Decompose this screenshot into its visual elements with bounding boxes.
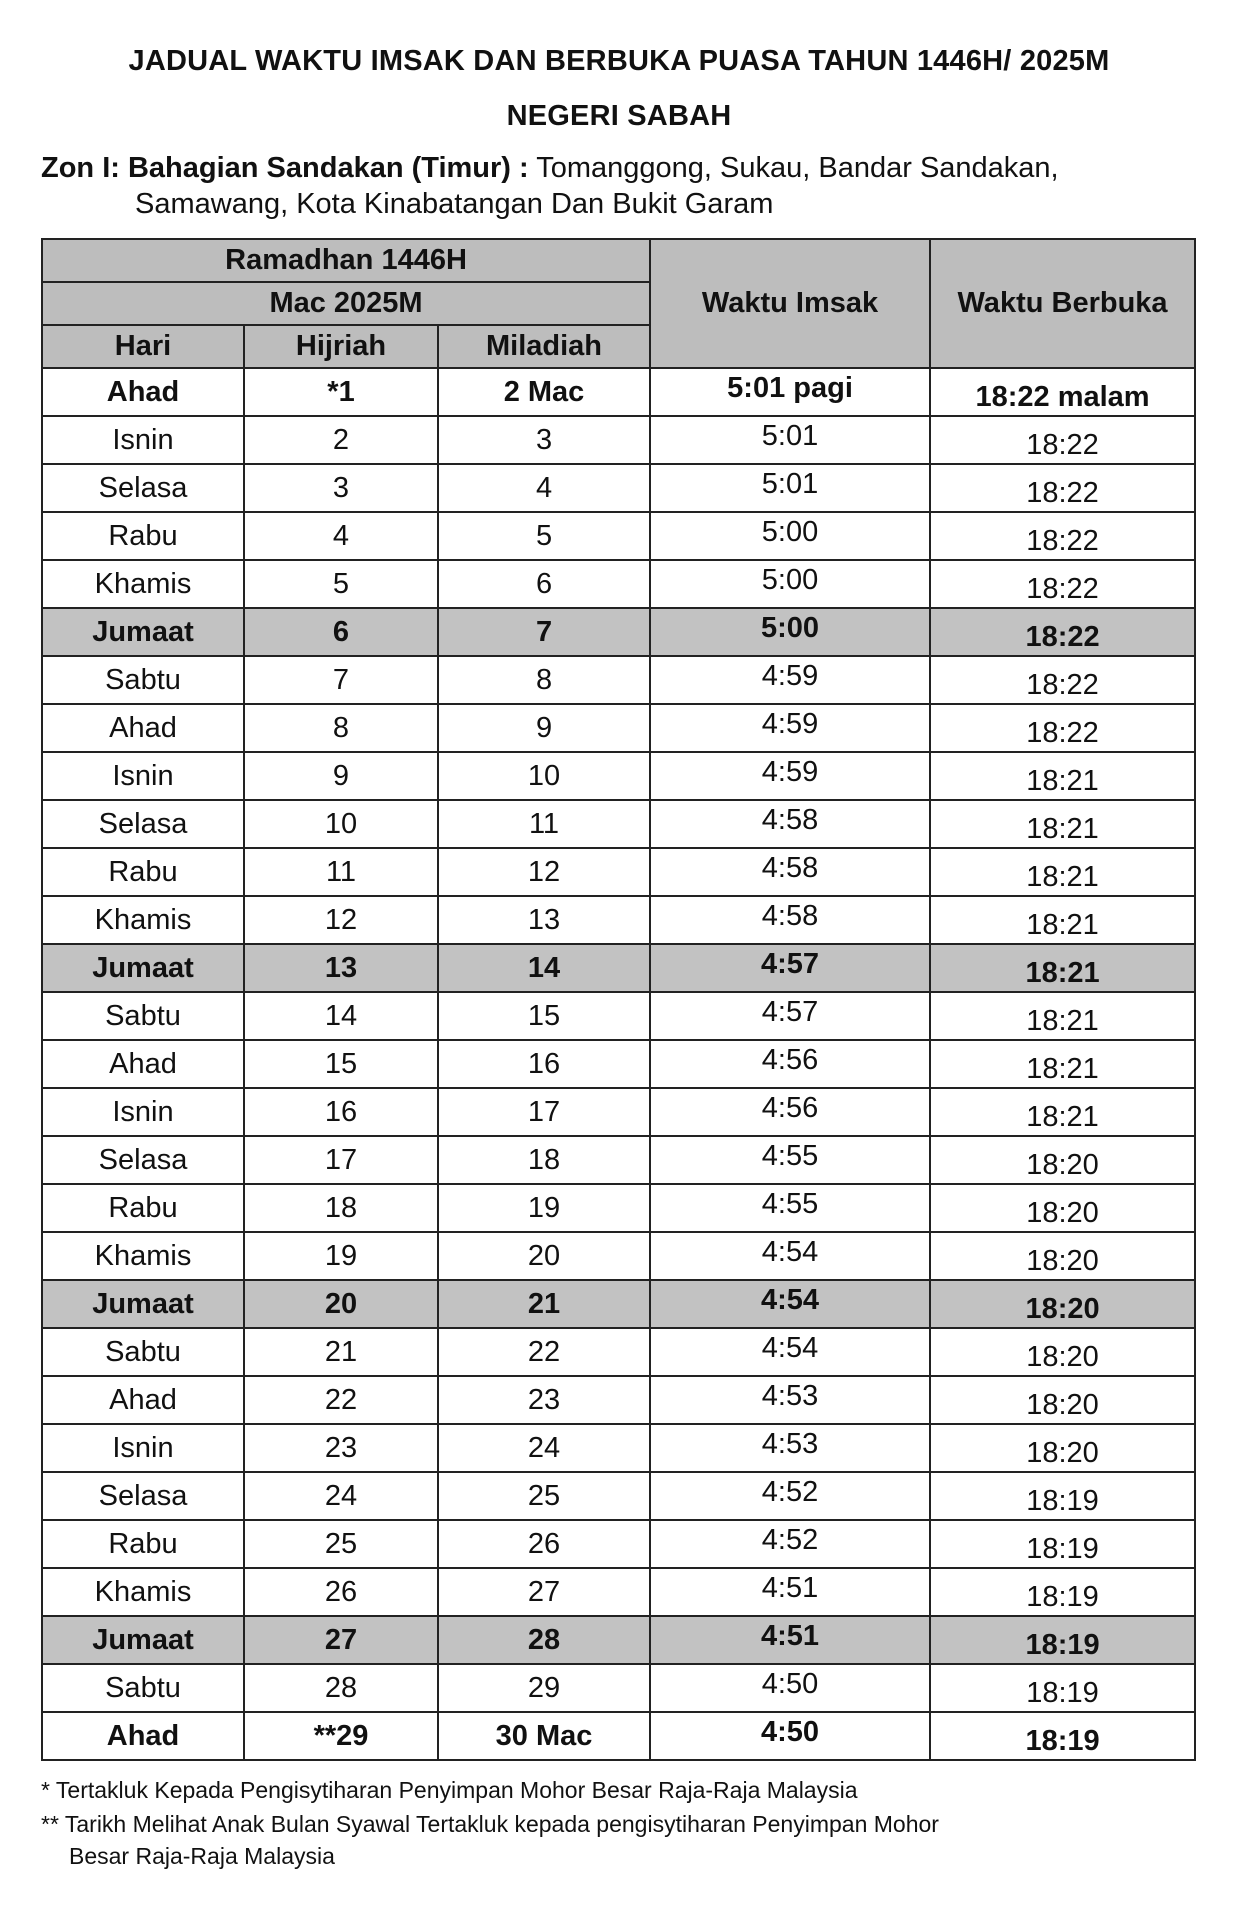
table-row xyxy=(42,1664,1195,1712)
cell-berbuka: 18:19 xyxy=(930,1520,1195,1568)
cell-miladiah: 11 xyxy=(438,800,650,848)
cell-berbuka: 18:22 xyxy=(930,464,1195,512)
cell-hijriah: 20 xyxy=(244,1280,438,1328)
document-subtitle: NEGERI SABAH xyxy=(506,100,732,132)
cell-berbuka: 18:19 xyxy=(930,1712,1195,1760)
cell-hijriah: 8 xyxy=(244,704,438,752)
table-row xyxy=(42,992,1195,1040)
table-row xyxy=(42,1616,1195,1664)
cell-hijriah: 5 xyxy=(244,560,438,608)
cell-berbuka: 18:21 xyxy=(930,848,1195,896)
header-hari: Hari xyxy=(42,325,244,368)
cell-miladiah: 19 xyxy=(438,1184,650,1232)
table-row xyxy=(42,944,1195,992)
cell-berbuka: 18:19 xyxy=(930,1472,1195,1520)
cell-hari: Sabtu xyxy=(42,1664,244,1712)
cell-hari: Ahad xyxy=(42,1376,244,1424)
table-row xyxy=(42,1712,1195,1760)
cell-imsak: 4:51 xyxy=(650,1568,930,1616)
cell-miladiah: 18 xyxy=(438,1136,650,1184)
zone-description xyxy=(41,150,1201,222)
cell-hijriah: 3 xyxy=(244,464,438,512)
table-row xyxy=(42,656,1195,704)
cell-imsak: 4:52 xyxy=(650,1472,930,1520)
table-row xyxy=(42,1376,1195,1424)
cell-berbuka: 18:20 xyxy=(930,1424,1195,1472)
cell-miladiah: 17 xyxy=(438,1088,650,1136)
cell-berbuka: 18:21 xyxy=(930,1040,1195,1088)
zone-areas-line2: Samawang, Kota Kinabatangan Dan Bukit Garam xyxy=(135,188,774,220)
cell-berbuka: 18:22 xyxy=(930,512,1195,560)
cell-hari: Selasa xyxy=(42,464,244,512)
cell-berbuka: 18:20 xyxy=(930,1328,1195,1376)
cell-miladiah: 5 xyxy=(438,512,650,560)
cell-berbuka: 18:21 xyxy=(930,896,1195,944)
cell-hijriah: 12 xyxy=(244,896,438,944)
header-mac: Mac 2025M xyxy=(42,282,650,325)
table-row xyxy=(42,896,1195,944)
table-row xyxy=(42,368,1195,416)
cell-miladiah: 13 xyxy=(438,896,650,944)
cell-imsak: 4:50 xyxy=(650,1712,930,1760)
cell-berbuka: 18:21 xyxy=(930,992,1195,1040)
document-title: JADUAL WAKTU IMSAK DAN BERBUKA PUASA TAHUN 1446H/ 2025M xyxy=(128,45,1110,77)
cell-hari: Isnin xyxy=(42,1088,244,1136)
cell-berbuka: 18:20 xyxy=(930,1184,1195,1232)
cell-imsak: 4:56 xyxy=(650,1088,930,1136)
cell-miladiah: 2 Mac xyxy=(438,368,650,416)
cell-berbuka: 18:19 xyxy=(930,1568,1195,1616)
cell-berbuka: 18:22 malam xyxy=(930,368,1195,416)
cell-hijriah: 25 xyxy=(244,1520,438,1568)
table-row xyxy=(42,1184,1195,1232)
cell-hari: Isnin xyxy=(42,752,244,800)
cell-imsak: 4:56 xyxy=(650,1040,930,1088)
cell-hijriah: 7 xyxy=(244,656,438,704)
table-row xyxy=(42,1136,1195,1184)
cell-miladiah: 23 xyxy=(438,1376,650,1424)
cell-imsak: 4:53 xyxy=(650,1376,930,1424)
cell-miladiah: 12 xyxy=(438,848,650,896)
cell-imsak: 4:54 xyxy=(650,1232,930,1280)
cell-hijriah: **29 xyxy=(244,1712,438,1760)
cell-hari: Jumaat xyxy=(42,1616,244,1664)
cell-hijriah: 19 xyxy=(244,1232,438,1280)
cell-miladiah: 14 xyxy=(438,944,650,992)
cell-berbuka: 18:20 xyxy=(930,1232,1195,1280)
cell-hari: Ahad xyxy=(42,368,244,416)
cell-berbuka: 18:19 xyxy=(930,1664,1195,1712)
cell-imsak: 4:58 xyxy=(650,800,930,848)
footnote-1: * Tertakluk Kepada Pengisytiharan Penyimpan Mohor Besar Raja-Raja Malaysia xyxy=(41,1777,858,1803)
cell-hijriah: 23 xyxy=(244,1424,438,1472)
cell-miladiah: 15 xyxy=(438,992,650,1040)
cell-berbuka: 18:21 xyxy=(930,800,1195,848)
cell-imsak: 4:57 xyxy=(650,944,930,992)
table-row xyxy=(42,1328,1195,1376)
cell-hari: Isnin xyxy=(42,1424,244,1472)
cell-hijriah: 24 xyxy=(244,1472,438,1520)
cell-imsak: 4:54 xyxy=(650,1328,930,1376)
cell-imsak: 4:58 xyxy=(650,896,930,944)
table-row xyxy=(42,1520,1195,1568)
cell-imsak: 4:58 xyxy=(650,848,930,896)
cell-imsak: 5:00 xyxy=(650,608,930,656)
cell-hijriah: 6 xyxy=(244,608,438,656)
cell-imsak: 4:55 xyxy=(650,1136,930,1184)
cell-hijriah: 13 xyxy=(244,944,438,992)
cell-hari: Rabu xyxy=(42,1184,244,1232)
cell-berbuka: 18:22 xyxy=(930,608,1195,656)
cell-hijriah: 4 xyxy=(244,512,438,560)
cell-imsak: 4:50 xyxy=(650,1664,930,1712)
cell-hari: Sabtu xyxy=(42,992,244,1040)
table-row xyxy=(42,1088,1195,1136)
cell-berbuka: 18:21 xyxy=(930,944,1195,992)
cell-berbuka: 18:20 xyxy=(930,1280,1195,1328)
cell-hari: Jumaat xyxy=(42,1280,244,1328)
cell-miladiah: 30 Mac xyxy=(438,1712,650,1760)
cell-hijriah: 10 xyxy=(244,800,438,848)
cell-hijriah: 22 xyxy=(244,1376,438,1424)
cell-hijriah: 11 xyxy=(244,848,438,896)
cell-hari: Rabu xyxy=(42,1520,244,1568)
header-berbuka: Waktu Berbuka xyxy=(930,239,1195,368)
cell-imsak: 5:01 xyxy=(650,416,930,464)
cell-hari: Ahad xyxy=(42,1040,244,1088)
cell-imsak: 4:59 xyxy=(650,656,930,704)
cell-hari: Selasa xyxy=(42,1136,244,1184)
cell-hijriah: 16 xyxy=(244,1088,438,1136)
cell-hijriah: 27 xyxy=(244,1616,438,1664)
cell-hari: Rabu xyxy=(42,512,244,560)
cell-hijriah: 2 xyxy=(244,416,438,464)
cell-hari: Ahad xyxy=(42,704,244,752)
cell-imsak: 4:52 xyxy=(650,1520,930,1568)
cell-miladiah: 29 xyxy=(438,1664,650,1712)
footnote-2-line2: Besar Raja-Raja Malaysia xyxy=(69,1843,335,1869)
footnote-2-line1: ** Tarikh Melihat Anak Bulan Syawal Tertakluk kepada pengisytiharan Penyimpan Mohor xyxy=(41,1811,939,1837)
table-row xyxy=(42,848,1195,896)
cell-imsak: 4:54 xyxy=(650,1280,930,1328)
table-row xyxy=(42,1232,1195,1280)
table-row xyxy=(42,800,1195,848)
table-row xyxy=(42,512,1195,560)
cell-hari: Jumaat xyxy=(42,944,244,992)
cell-miladiah: 25 xyxy=(438,1472,650,1520)
cell-miladiah: 16 xyxy=(438,1040,650,1088)
cell-miladiah: 9 xyxy=(438,704,650,752)
zone-label: Zon I: Bahagian Sandakan (Timur) : xyxy=(41,152,529,184)
cell-hari: Jumaat xyxy=(42,608,244,656)
cell-hari: Sabtu xyxy=(42,1328,244,1376)
cell-imsak: 5:00 xyxy=(650,512,930,560)
table-row xyxy=(42,1280,1195,1328)
cell-hijriah: 15 xyxy=(244,1040,438,1088)
cell-imsak: 4:57 xyxy=(650,992,930,1040)
cell-hari: Selasa xyxy=(42,800,244,848)
cell-imsak: 5:01 pagi xyxy=(650,368,930,416)
cell-hari: Isnin xyxy=(42,416,244,464)
cell-miladiah: 21 xyxy=(438,1280,650,1328)
cell-miladiah: 10 xyxy=(438,752,650,800)
cell-miladiah: 8 xyxy=(438,656,650,704)
cell-hijriah: 18 xyxy=(244,1184,438,1232)
cell-hijriah: 21 xyxy=(244,1328,438,1376)
table-row xyxy=(42,752,1195,800)
cell-hari: Khamis xyxy=(42,560,244,608)
cell-berbuka: 18:21 xyxy=(930,752,1195,800)
table-row xyxy=(42,1040,1195,1088)
cell-berbuka: 18:20 xyxy=(930,1136,1195,1184)
cell-hijriah: 9 xyxy=(244,752,438,800)
timetable xyxy=(41,238,1196,1761)
header-miladiah: Miladiah xyxy=(438,325,650,368)
cell-berbuka: 18:22 xyxy=(930,704,1195,752)
cell-hari: Rabu xyxy=(42,848,244,896)
cell-miladiah: 22 xyxy=(438,1328,650,1376)
cell-imsak: 5:00 xyxy=(650,560,930,608)
table-row xyxy=(42,416,1195,464)
cell-hijriah: 17 xyxy=(244,1136,438,1184)
cell-berbuka: 18:22 xyxy=(930,416,1195,464)
cell-hijriah: 28 xyxy=(244,1664,438,1712)
cell-miladiah: 24 xyxy=(438,1424,650,1472)
cell-hari: Khamis xyxy=(42,1568,244,1616)
cell-miladiah: 27 xyxy=(438,1568,650,1616)
header-imsak: Waktu Imsak xyxy=(650,239,930,368)
cell-hari: Selasa xyxy=(42,1472,244,1520)
header-ramadhan: Ramadhan 1446H xyxy=(42,239,650,282)
cell-miladiah: 20 xyxy=(438,1232,650,1280)
table-row xyxy=(42,704,1195,752)
zone-areas-line1: Tomanggong, Sukau, Bandar Sandakan, xyxy=(536,152,1059,184)
cell-hari: Sabtu xyxy=(42,656,244,704)
cell-hijriah: *1 xyxy=(244,368,438,416)
cell-miladiah: 28 xyxy=(438,1616,650,1664)
cell-berbuka: 18:22 xyxy=(930,656,1195,704)
cell-berbuka: 18:21 xyxy=(930,1088,1195,1136)
table-row xyxy=(42,1424,1195,1472)
cell-imsak: 4:59 xyxy=(650,752,930,800)
cell-hari: Ahad xyxy=(42,1712,244,1760)
cell-berbuka: 18:19 xyxy=(930,1616,1195,1664)
cell-imsak: 4:53 xyxy=(650,1424,930,1472)
cell-hari: Khamis xyxy=(42,896,244,944)
cell-imsak: 4:59 xyxy=(650,704,930,752)
cell-berbuka: 18:22 xyxy=(930,560,1195,608)
cell-miladiah: 3 xyxy=(438,416,650,464)
header-hijriah: Hijriah xyxy=(244,325,438,368)
table-row xyxy=(42,1472,1195,1520)
cell-imsak: 5:01 xyxy=(650,464,930,512)
footnote-2 xyxy=(41,1808,1211,1872)
cell-hijriah: 26 xyxy=(244,1568,438,1616)
table-row xyxy=(42,560,1195,608)
cell-hari: Khamis xyxy=(42,1232,244,1280)
table-row xyxy=(42,1568,1195,1616)
cell-berbuka: 18:20 xyxy=(930,1376,1195,1424)
cell-miladiah: 6 xyxy=(438,560,650,608)
cell-imsak: 4:55 xyxy=(650,1184,930,1232)
cell-miladiah: 4 xyxy=(438,464,650,512)
cell-miladiah: 26 xyxy=(438,1520,650,1568)
cell-miladiah: 7 xyxy=(438,608,650,656)
table-row xyxy=(42,608,1195,656)
cell-imsak: 4:51 xyxy=(650,1616,930,1664)
cell-hijriah: 14 xyxy=(244,992,438,1040)
table-row xyxy=(42,464,1195,512)
timetable-body xyxy=(42,368,1195,1760)
